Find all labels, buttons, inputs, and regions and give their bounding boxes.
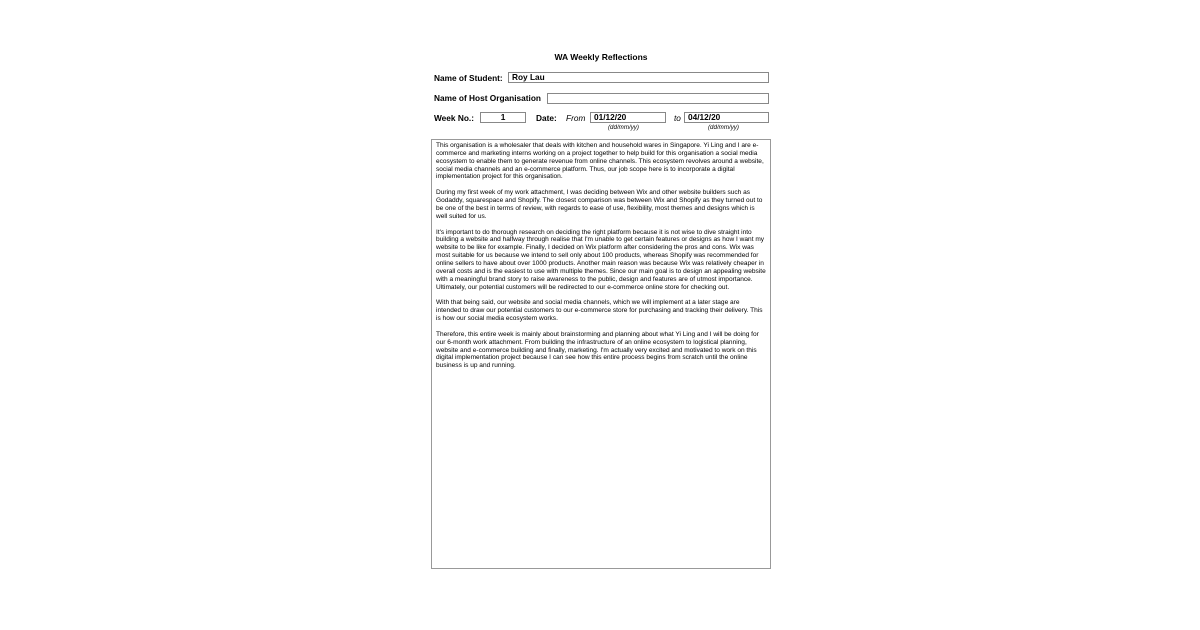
form-title: WA Weekly Reflections <box>554 52 648 62</box>
date-from-format-hint: (dd/mm/yy) <box>608 124 639 131</box>
week-number-field[interactable]: 1 <box>480 112 526 123</box>
student-name-field[interactable]: Roy Lau <box>508 72 769 83</box>
reflection-paragraph: With that being said, our website and social media channels, which we will implement at a later stage are intended to draw our potential customers to our e-commerce store for purchasing and tracking their delivery. This is how our social media ecosystem works. <box>436 299 763 323</box>
date-to-field[interactable]: 04/12/20 <box>684 112 769 123</box>
date-from-field[interactable]: 01/12/20 <box>590 112 666 123</box>
date-to-label: to <box>674 113 681 123</box>
week-label: Week No.: <box>434 113 474 123</box>
reflection-textarea[interactable] <box>431 139 771 569</box>
date-label: Date: <box>536 113 557 123</box>
date-to-format-hint: (dd/mm/yy) <box>708 124 739 131</box>
reflection-paragraph: Therefore, this entire week is mainly about brainstorming and planning about what Yi Ling and I will be doing for our 6-month work attachment. From building the infrastructure of an online ecosystem to logistical planning, website and e-commerce building and finally, marketing. I'm actually very excited and motivated to work on this digital implementation project because I can see how this entire process begins from scratch until the online business is up and running. <box>436 330 759 370</box>
reflection-paragraph: It's important to do thorough research on deciding the right platform because it is not wise to dive straight into building a website and halfway through realise that I'm unable to get certain features or designs as how I want my website to be like for example. Finally, I decided on Wix platform after considering the pros and cons. Wix was most suitable for us because we intend to sell only about 100 products, whereas Shopify was recommended for online sellers to have about over 1000 products. Another main reason was because Wix was relatively cheaper in overall costs and is the easiest to use with multiple themes. Since our main goal is to design an appealing website with a meaningful brand story to raise awareness to the public, design and features are of utmost importance. Ultimately, our potential customers will be redirected to our e-commerce online store for checking out. <box>436 228 766 291</box>
host-organisation-label: Name of Host Organisation <box>434 93 541 103</box>
student-label: Name of Student: <box>434 73 503 83</box>
reflection-form <box>428 48 774 580</box>
reflection-paragraph: During my first week of my work attachment, I was deciding between Wix and other website builders such as Godaddy, squarespace and Shopify. The closest comparison was between Wix and Shopify as they turned out to be one of the best in terms of review, with regards to ease of use, flexibility, most themes and designs which is well suited for us. <box>436 189 763 220</box>
date-from-label: From <box>566 113 586 123</box>
host-organisation-field[interactable] <box>547 93 769 104</box>
reflection-paragraph: This organisation is a wholesaler that deals with kitchen and household wares in Singapore. Yi Ling and I are e-commerce and marketing interns working on a project together to help build for this organisation a social media ecosystem to enable them to generate revenue from online channels. This ecosystem revolves around a website, social media channels and an e-commerce platform. Thus, our job scope here is to incorporate a digital implementation project for this organisation. <box>436 142 764 181</box>
